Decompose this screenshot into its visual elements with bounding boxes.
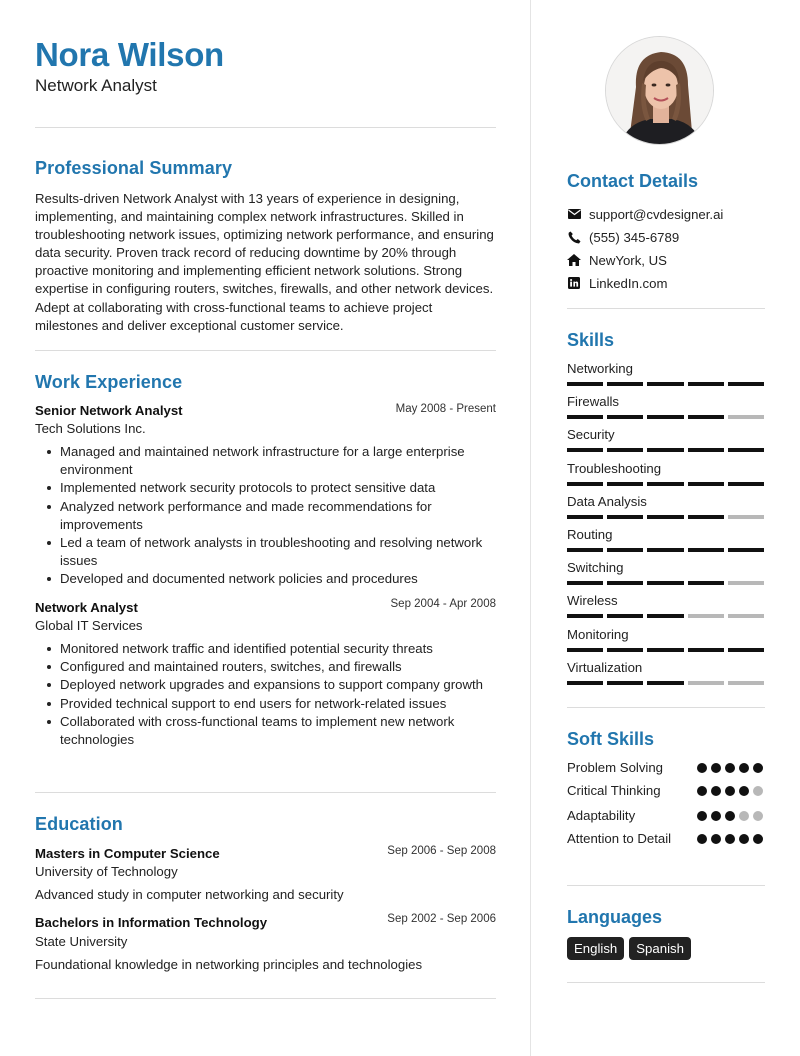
job-bullets [60,640,496,749]
divider [567,885,765,886]
profile-photo [605,36,714,145]
job-role: Network Analyst [35,600,138,615]
skill-name: Wireless [567,593,618,608]
skill-level-segment [607,515,643,519]
rating-dot [725,786,735,796]
soft-skill-rating [697,811,763,821]
skill-level-segment [567,515,603,519]
skill-level-segment [647,382,683,386]
soft-skill-rating [697,786,763,796]
languages-heading: Languages [567,907,663,927]
rating-dot [725,834,735,844]
job-dates: Sep 2004 - Apr 2008 [390,598,496,610]
rating-dot [739,811,749,821]
rating-dot [697,763,707,773]
skill-level-segment [567,681,603,685]
degree-description: Advanced study in computer networking and security [35,887,344,902]
contact-email[interactable] [567,205,723,223]
skill-level-segment [647,681,683,685]
rating-dot [753,786,763,796]
school-name: State University [35,934,128,949]
divider [567,982,765,983]
list-item: Developed and documented network policies and procedures [60,570,496,588]
skill-level-bar [567,415,764,419]
skill-level-segment [688,681,724,685]
degree-dates: Sep 2002 - Sep 2006 [387,913,496,925]
education-heading: Education [35,814,123,834]
job-company: Tech Solutions Inc. [35,421,146,436]
skill-name: Firewalls [567,394,620,409]
contact-heading: Contact Details [567,171,699,191]
skill-level-bar [567,548,764,552]
skill-level-segment [647,515,683,519]
language-tag: Spanish [629,937,691,960]
soft-skill-name: Problem Solving [567,760,664,775]
rating-dot [697,834,707,844]
location-text: NewYork, US [589,252,667,268]
school-name: University of Technology [35,864,178,879]
soft-skill-name: Critical Thinking [567,783,661,798]
skill-level-segment [567,382,603,386]
phone-text: (555) 345-6789 [589,229,680,245]
rating-dot [711,834,721,844]
language-tag: English [567,937,624,960]
soft-skills-heading: Soft Skills [567,729,655,749]
skill-name: Security [567,427,615,442]
rating-dot [711,786,721,796]
divider [35,998,496,999]
skill-level-segment [728,415,764,419]
contact-phone[interactable] [567,228,679,246]
summary-text: Results-driven Network Analyst with 13 years of experience in designing, implementing, and maintaining complex network infrastructures. Skilled in troubleshooting network issues, optimizing network performance, and ensuring data security. Proven track record of reducing downtime by 20% through proactive monitoring and implementing efficient network solutions. Strong expertise in configuring routers, switches, firewalls, and other network devices. Adept at collaborating with cross-functional teams to achieve project milestones and deliver exceptional customer service. [35,191,494,333]
phone-icon [567,230,581,244]
soft-skill-name: Attention to Detail [567,831,672,846]
skill-level-segment [688,482,724,486]
rating-dot [739,786,749,796]
divider [35,127,496,128]
skill-level-bar [567,648,764,652]
divider [35,350,496,351]
skill-level-bar [567,614,764,618]
skill-level-bar [567,482,764,486]
experience-heading: Work Experience [35,372,183,392]
column-divider [530,0,531,1056]
job-company: Global IT Services [35,618,143,633]
skill-level-bar [567,515,764,519]
rating-dot [753,763,763,773]
skill-name: Networking [567,361,633,376]
list-item: Implemented network security protocols to protect sensitive data [60,479,496,497]
languages-list [567,937,691,960]
divider [35,792,496,793]
degree-description: Foundational knowledge in networking principles and technologies [35,957,423,972]
skill-level-segment [607,581,643,585]
skill-level-segment [647,614,683,618]
skill-level-segment [688,614,724,618]
degree-title: Masters in Computer Science [35,846,220,861]
degree-dates: Sep 2006 - Sep 2008 [387,845,496,857]
skill-level-segment [607,681,643,685]
skill-name: Switching [567,560,624,575]
skill-name: Data Analysis [567,494,647,509]
skill-level-segment [567,448,603,452]
job-bullets [60,443,496,589]
skill-level-segment [607,382,643,386]
skill-level-segment [728,382,764,386]
skill-level-segment [607,415,643,419]
skill-level-segment [647,648,683,652]
skill-level-segment [647,482,683,486]
skill-level-segment [647,415,683,419]
soft-skill-rating [697,763,763,773]
skill-level-segment [647,448,683,452]
skill-level-segment [728,448,764,452]
skill-level-segment [688,448,724,452]
candidate-name: Nora Wilson [35,36,224,73]
skill-level-segment [728,482,764,486]
skill-level-bar [567,382,764,386]
email-text: support@cvdesigner.ai [589,206,724,222]
envelope-icon [567,207,581,221]
skill-level-segment [688,515,724,519]
contact-location [567,251,667,269]
skill-level-bar [567,681,764,685]
job-dates: May 2008 - Present [395,403,496,415]
list-item: Led a team of network analysts in troubleshooting and resolving network issues [60,534,496,570]
rating-dot [711,763,721,773]
skill-level-segment [728,614,764,618]
rating-dot [725,763,735,773]
list-item: Managed and maintained network infrastructure for a large enterprise environment [60,443,496,479]
skill-level-segment [607,548,643,552]
job-role: Senior Network Analyst [35,403,183,418]
skill-level-segment [728,648,764,652]
skill-level-segment [728,548,764,552]
summary-heading: Professional Summary [35,158,233,178]
list-item: Analyzed network performance and made recommendations for improvements [60,498,496,534]
skill-level-segment [647,581,683,585]
contact-linkedin[interactable] [567,274,667,292]
list-item: Deployed network upgrades and expansions to support company growth [60,676,496,694]
skill-level-segment [567,614,603,618]
skill-name: Troubleshooting [567,461,662,476]
rating-dot [739,763,749,773]
skill-level-segment [607,648,643,652]
skill-level-bar [567,581,764,585]
skill-level-segment [567,482,603,486]
skill-level-segment [688,648,724,652]
rating-dot [753,834,763,844]
soft-skill-name: Adaptability [567,808,636,823]
skill-name: Monitoring [567,627,629,642]
skills-heading: Skills [567,330,615,350]
divider [567,707,765,708]
skill-level-segment [567,581,603,585]
skill-level-segment [688,548,724,552]
skill-level-segment [728,515,764,519]
linkedin-text: LinkedIn.com [589,275,668,291]
soft-skill-rating [697,834,763,844]
skill-name: Routing [567,527,613,542]
skill-level-segment [567,415,603,419]
skill-level-segment [728,581,764,585]
rating-dot [697,811,707,821]
skill-level-segment [567,548,603,552]
skill-level-segment [607,448,643,452]
list-item: Provided technical support to end users for network-related issues [60,695,496,713]
rating-dot [739,834,749,844]
candidate-title: Network Analyst [35,76,157,95]
skill-level-segment [647,548,683,552]
rating-dot [711,811,721,821]
skill-level-segment [567,648,603,652]
degree-title: Bachelors in Information Technology [35,915,268,930]
rating-dot [725,811,735,821]
skill-name: Virtualization [567,660,643,675]
rating-dot [697,786,707,796]
skill-level-segment [688,382,724,386]
list-item: Configured and maintained routers, switches, and firewalls [60,658,496,676]
skill-level-segment [607,614,643,618]
list-item: Monitored network traffic and identified potential security threats [60,640,496,658]
portrait-illustration [606,37,714,145]
skill-level-segment [688,581,724,585]
list-item: Collaborated with cross-functional teams to implement new network technologies [60,713,496,749]
linkedin-icon [567,276,581,290]
skill-level-segment [688,415,724,419]
home-icon [567,253,581,267]
skill-level-bar [567,448,764,452]
skill-level-segment [728,681,764,685]
divider [567,308,765,309]
skill-level-segment [607,482,643,486]
rating-dot [753,811,763,821]
